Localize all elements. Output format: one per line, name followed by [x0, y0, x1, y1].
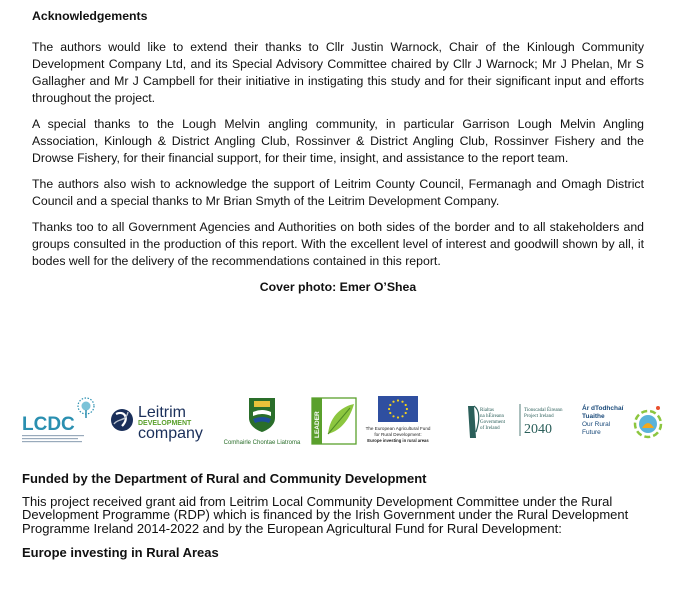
eu-eafrd-logo	[356, 392, 440, 450]
ack-paragraph-2: A special thanks to the Lough Melvin angling community, in particular Garrison Lough Melvin Angling Association, Kinlough & District Angling Club, Rossinver & District Angling Club, Rossinver Fishery and the Drowse Fishery, for their financial support, for their time, insight, and assistance to the report team.	[32, 117, 644, 165]
council-crest-icon	[249, 398, 275, 432]
our-rural-future-logo	[580, 392, 668, 450]
eafrd-caption-2: for Rural Development:	[374, 432, 422, 437]
funding-footer: Europe investing in Rural Areas	[22, 545, 219, 560]
government-of-ireland-logo	[440, 392, 576, 450]
harp-icon	[468, 406, 479, 438]
ack-paragraph-3: The authors also wish to acknowledge the support of Leitrim County Council, Fermanagh and Omagh District Council and a special thanks to Mr Brian Smyth of the Leitrim Development Company.	[32, 177, 644, 208]
funding-section	[22, 472, 662, 560]
acknowledgements-heading: Acknowledgements	[32, 9, 148, 23]
ack-paragraph-4: Thanks too to all Government Agencies and Authorities on both sides of the border and to all stakeholders and groups consulted in the production of this report. With the excellent level of interest and goodwill shown by all, it bodes well for the delivery of the recommendations contained in this report.	[32, 220, 644, 268]
funder-logos-strip	[20, 392, 668, 450]
funding-heading: Funded by the Department of Rural and Community Development	[22, 471, 427, 486]
sunburst-icon	[635, 406, 661, 437]
leitrim-county-council-logo	[216, 392, 308, 450]
eu-flag-icon	[378, 396, 418, 422]
gov-text-2: na hÉireann	[480, 414, 505, 419]
lcdc-logo	[20, 392, 102, 450]
eafrd-caption-1: The European Agricultural Fund	[365, 426, 431, 431]
gov-text-1: Rialtas	[480, 408, 494, 413]
eafrd-caption-3: Europe investing in rural areas	[367, 438, 429, 443]
funding-body: This project received grant aid from Leitrim Local Community Development Committee under the Rural Development Programme (RDP) which is financed by the Irish Government under the Rural Development Programme Ireland 2014-2022 and by the European Agricultural Fund for Rural Development:	[22, 493, 629, 536]
acknowledgements-section	[32, 8, 644, 296]
project-ireland-text-2: Project Ireland	[524, 414, 554, 419]
lcdc-text: LCDC	[22, 414, 75, 435]
leader-text: LEADER	[314, 411, 321, 438]
rural-future-line-2: Tuaithe	[582, 413, 605, 420]
council-caption: Comhairle Chontae Liatroma	[223, 440, 301, 446]
tree-icon	[78, 398, 94, 418]
rural-future-line-3: Our Rural	[582, 421, 611, 428]
project-ireland-text-1: Tionscadal Éireann	[524, 408, 563, 413]
swirl-icon	[111, 409, 133, 431]
project-ireland-year: 2040	[524, 422, 552, 437]
leader-logo	[310, 392, 360, 450]
rural-future-line-1: Ár dTodhchaí	[582, 405, 624, 412]
gov-text-4: of Ireland	[480, 426, 500, 431]
ack-paragraph-1: The authors would like to extend their thanks to Cllr Justin Warnock, Chair of the Kinlough Community Development Company Ltd, and its Special Advisory Committee chaired by Cllr J Warnock; Mr J Phelan, Mr S Gallagher and Mr J Campbell for their initiative in instigating this study and for their significant input and efforts throughout the project.	[32, 40, 644, 105]
leitrim-development-company-logo	[108, 392, 220, 450]
rural-future-line-4: Future	[582, 429, 601, 436]
gov-text-3: Government	[480, 420, 505, 425]
cover-photo-credit: Cover photo: Emer O’Shea	[259, 280, 417, 294]
development-word: DEVELOPMENT	[138, 420, 192, 427]
leitrim-word: Leitrim	[138, 404, 187, 421]
company-word: company	[138, 425, 203, 442]
